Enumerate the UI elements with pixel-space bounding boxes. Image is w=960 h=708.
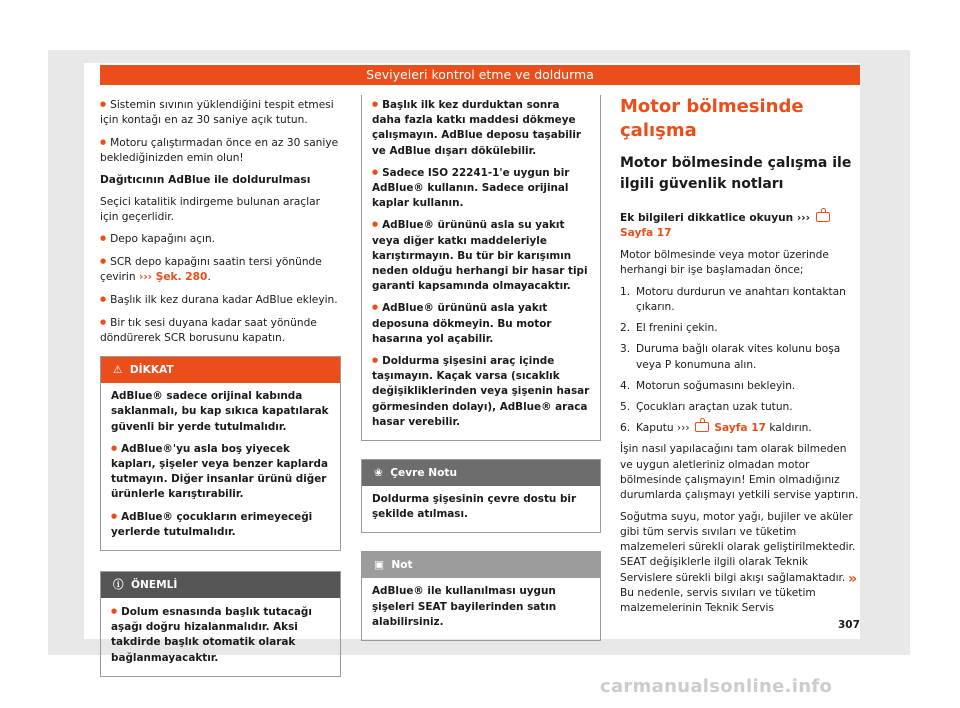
step-item: ● Depo kapağını açın. — [100, 231, 341, 247]
step-item: 5. Çocukları araçtan uzak tutun. — [620, 401, 793, 414]
danger-text: AdBlue® sadece orijinal kabında saklanmalı, bu kap sıkıca kapatılarak güvenli bir yerde tutulmalıdır. — [111, 390, 329, 433]
danger-header: ⚠ DİKKAT — [101, 357, 340, 383]
column-middle — [361, 97, 601, 641]
note-header: ▣ Not — [362, 552, 600, 578]
warning-bullet: ● AdBlue® ürününü asla su yakıt veya diğer katkı maddeleriyle karıştırmayın. Bu tür bir karışımın neden olduğu herhangi bir hasar tipi garanti kapsamında olmayacaktır. — [372, 217, 590, 294]
column-right — [620, 97, 860, 623]
watermark: carmanualsonline.info — [600, 676, 833, 697]
page-link[interactable]: Sayfa 17 — [714, 422, 766, 435]
warning-continued-box — [361, 95, 601, 441]
note-box — [361, 551, 601, 641]
chapter-title: Motor bölmesinde çalışma — [620, 96, 804, 141]
step-item: 4. Motorun soğumasını bekleyin. — [620, 379, 796, 392]
bullet-item: ● Motoru çalıştırmadan önce en az 30 saniye beklediğinizden emin olun! — [100, 135, 341, 166]
note-icon: ▣ — [374, 559, 385, 572]
leaf-icon: ❀ — [374, 467, 383, 480]
column-left — [100, 97, 341, 677]
step-list — [620, 285, 860, 415]
bullet-item: ● Sistemin sıvının yüklendiğini tespit etmesi için kontağı en az 30 saniye açık tutun. — [100, 97, 341, 128]
warning-bullet: ● Başlık ilk kez durduktan sonra daha fazla katkı maddesi dökmeye çalışmayın. AdBlue deposu taşabilir ve AdBlue dışarı dökülebilir. — [372, 97, 590, 159]
book-icon — [816, 212, 830, 222]
warning-bullet: ● AdBlue® ürününü asla yakıt deposuna dökmeyin. Bu motor hasarına yol açabilir. — [372, 300, 590, 347]
note-text: AdBlue® ile kullanılması uygun şişeleri SEAT bayilerinden satın alabilirsiniz. — [372, 585, 557, 628]
environment-text: Doldurma şişesinin çevre dostu bir şekilde atılması. — [372, 493, 577, 521]
step-item: 1. Motoru durdurun ve anahtarı kontaktan çıkarın. — [620, 285, 846, 314]
continue-arrow: » — [848, 571, 858, 587]
notice-box — [100, 571, 341, 677]
step-item: ● Bir tık sesi duyana kadar saat yönünde döndürerek SCR borusunu kapatın. — [100, 315, 341, 346]
step-item: 2. El frenini çekin. — [620, 322, 718, 335]
book-icon — [695, 422, 709, 432]
warning-icon: ⚠ — [113, 364, 123, 377]
environment-note-box — [361, 459, 601, 533]
figure-link[interactable]: ››› Şek. 280 — [138, 271, 208, 284]
step-item: 3. Duruma bağlı olarak vites kolunu boşa veya P konumuna alın. — [620, 343, 841, 371]
warning-bullet: ● Sadece ISO 22241-1'e uygun bir AdBlue® kullanın. Sadece orijinal kaplar kullanın. — [372, 165, 590, 212]
danger-bullet: ● AdBlue®'yu asla boş yiyecek kapları, şişeler veya benzer kaplarda tutmayın. Diğer insanlar ürünü diğer ürünlerle karıştırabilir. — [111, 441, 330, 503]
environment-header: ❀ Çevre Notu — [362, 460, 600, 486]
step-item: ● Başlık ilk kez durana kadar AdBlue ekleyin. — [100, 292, 341, 308]
subsection-title: Dağıtıcının AdBlue ile doldurulması — [100, 173, 311, 186]
info-circle-icon: ⓘ — [113, 578, 124, 591]
intro-line: Ek bilgileri dikkatlice okuyun ››› Sayfa 17 — [620, 211, 860, 241]
warning-bullet: ● Doldurma şişesini araç içinde taşımayın. Kaçak varsa (sıcaklık değişikliklerinden veya şişenin hasar görmesinden dolayı), AdBlue® araca hasar verebilir. — [372, 353, 590, 430]
danger-bullet: ● AdBlue® çocukların erimeyeceği yerlerde tutulmalıdır. — [111, 509, 330, 540]
step-item: 6. Kaputu ››› Sayfa 17 kaldırın. — [620, 422, 812, 435]
paragraph: Seçici katalitik indirgeme bulunan araçlar için geçerlidir. — [100, 195, 320, 223]
paragraph: Motor bölmesinde veya motor üzerinde herhangi bir işe başlamadan önce; — [620, 248, 829, 277]
danger-box — [100, 356, 341, 551]
section-title: Motor bölmesinde çalışma ile ilgili güvenlik notları — [620, 155, 852, 192]
page-number: 307 — [838, 619, 860, 631]
notice-header: ⓘ ÖNEMLİ — [101, 572, 340, 598]
notice-bullet: ● Dolum esnasında başlık tutacağı aşağı doğru hizalanmalıdır. Aksi takdirde başlık otomatik olarak bağlanmayacaktır. — [111, 604, 330, 666]
paragraph: İşin nasıl yapılacağını tam olarak bilmeden ve uygun aletleriniz olmadan motor bölmesinde çalışmayın! Emin olmadığınız durumlarda çalışmayı yetkili servise yaptırın. — [620, 443, 859, 502]
page-link[interactable]: Sayfa 17 — [620, 227, 672, 240]
paragraph: Soğutma suyu, motor yağı, bujiler ve aküler gibi tüm servis sıvıları ve tüketim malzemeleri sürekli olarak geliştirilmektedir. SEAT değişiklerle ilgili olarak Teknik Servislere sürekli bilgi akışı sağlamaktadır. Bu nedenle, servis sıvıları ve tüketim malzemelerinin Teknik Servis — [620, 510, 856, 614]
step-item: ● SCR depo kapağını saatin tersi yönünde çevirin ››› Şek. 280. — [100, 254, 341, 285]
section-header: Seviyeleri kontrol etme ve doldurma — [100, 65, 860, 85]
